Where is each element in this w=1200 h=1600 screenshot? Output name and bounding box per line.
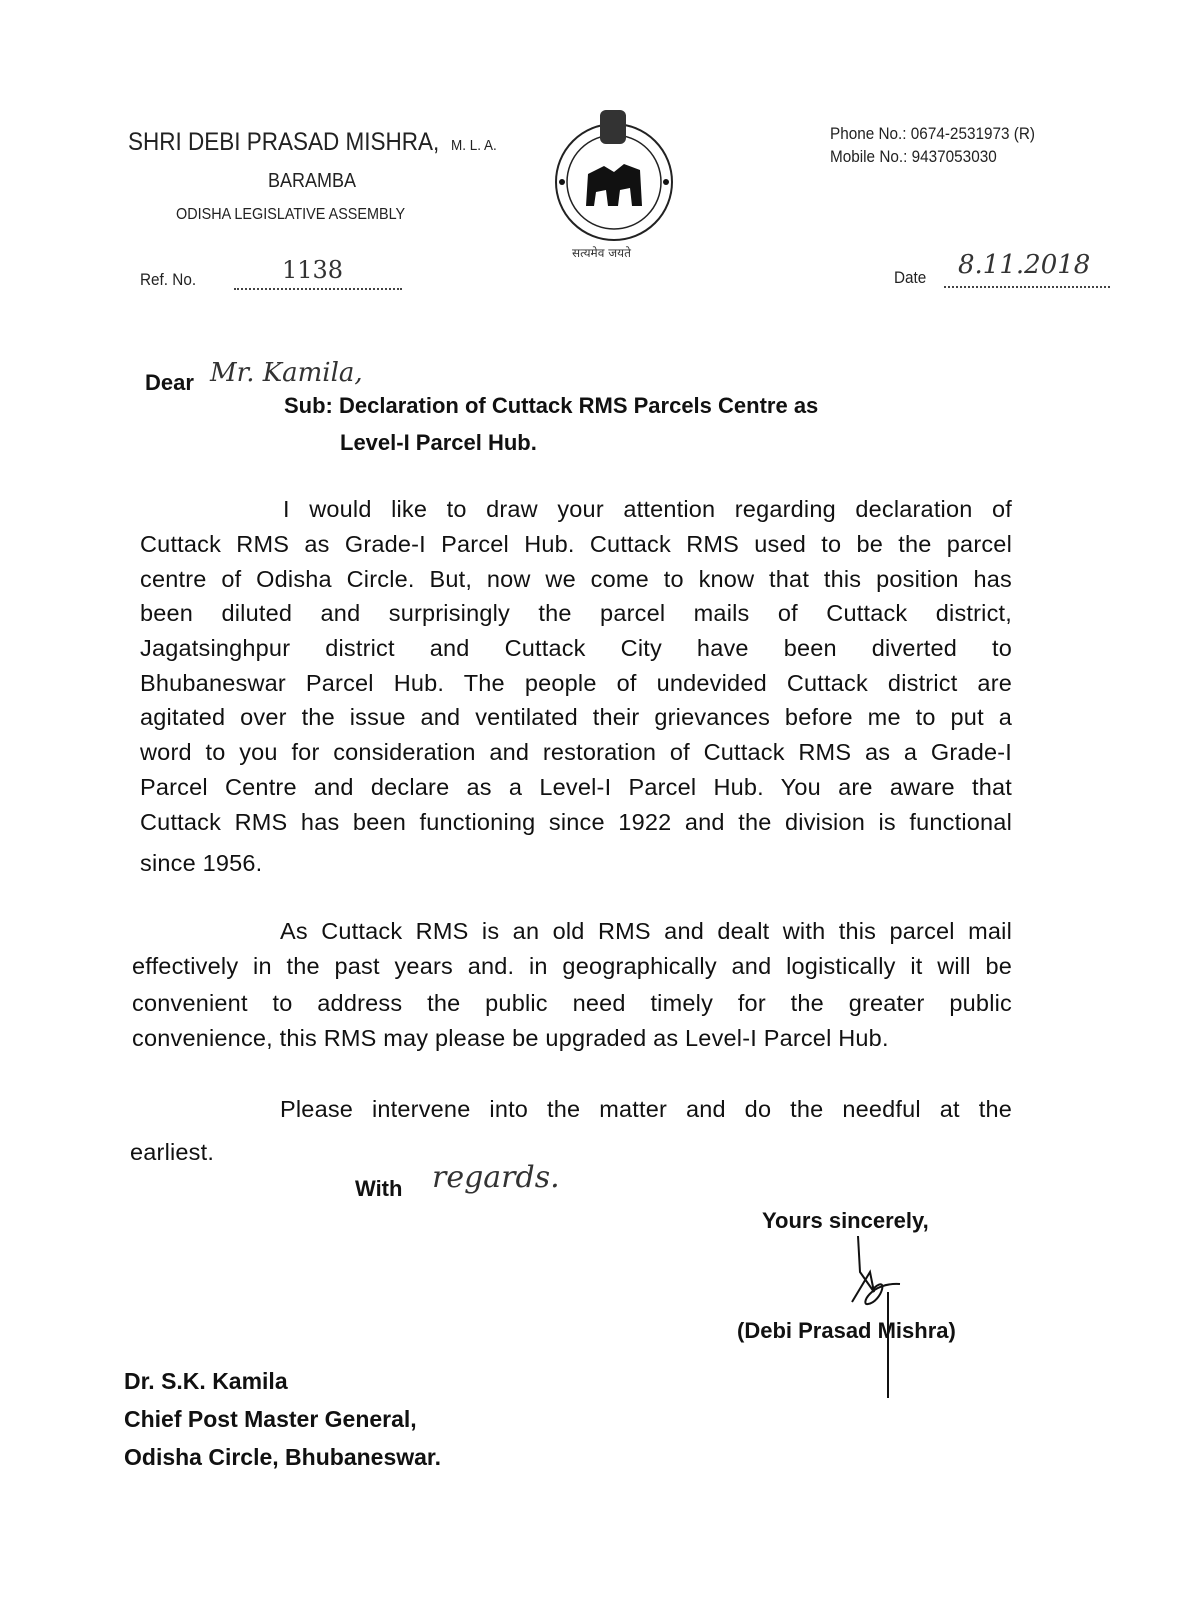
closing-regards: regards. bbox=[432, 1160, 560, 1195]
constituency: BARAMBA bbox=[268, 170, 357, 192]
ref-number: 1138 bbox=[282, 256, 344, 284]
ref-dotted-line bbox=[234, 284, 402, 290]
signer-name: (Debi Prasad Mishra) bbox=[737, 1318, 956, 1343]
salutation-name: Mr. Kamila, bbox=[210, 358, 363, 388]
sender-name-text: SHRI DEBI PRASAD MISHRA, bbox=[128, 128, 440, 156]
body-line: I would like to draw your attention regarding declaration of bbox=[283, 496, 1012, 522]
assembly: ODISHA LEGISLATIVE ASSEMBLY bbox=[176, 206, 406, 223]
yours-sincerely: Yours sincerely, bbox=[762, 1208, 929, 1233]
closing-with: With bbox=[355, 1176, 403, 1201]
phone-number: Phone No.: 0674-2531973 (R) bbox=[830, 124, 1035, 143]
recipient-office: Odisha Circle, Bhubaneswar. bbox=[124, 1444, 441, 1470]
body-line: earliest. bbox=[130, 1139, 215, 1165]
sender-name bbox=[128, 128, 497, 157]
body-line: Please intervene into the matter and do the needful at the bbox=[280, 1096, 1012, 1122]
recipient-title: Chief Post Master General, bbox=[124, 1406, 417, 1432]
odisha-emblem bbox=[548, 108, 680, 243]
body-line: agitated over the issue and ventilated their grievances before me to put a bbox=[140, 704, 1012, 730]
body-line: convenience, this RMS may please be upgraded as Level-I Parcel Hub. bbox=[132, 1025, 889, 1051]
subject-text-1: Declaration of Cuttack RMS Parcels Centre as bbox=[339, 393, 819, 418]
body-line: Parcel Centre and declare as a Level-I Parcel Hub. You are aware that bbox=[140, 774, 1012, 800]
emblem-motto: सत्यमेव जयते bbox=[572, 246, 631, 260]
body-line: As Cuttack RMS is an old RMS and dealt with this parcel mail bbox=[280, 918, 1012, 944]
date-dotted-line bbox=[944, 282, 1110, 288]
body-line: since 1956. bbox=[140, 850, 263, 876]
body-line: effectively in the past years and. in geographically and logistically it will be bbox=[132, 953, 1012, 979]
body-line: Jagatsinghpur district and Cuttack City have been diverted to bbox=[140, 635, 1012, 661]
subject-line-1 bbox=[284, 393, 818, 419]
body-line: Bhubaneswar Parcel Hub. The people of undevided Cuttack district are bbox=[140, 670, 1012, 696]
salutation-dear: Dear bbox=[145, 370, 194, 395]
subject-line-2: Level-I Parcel Hub. bbox=[340, 430, 537, 455]
body-line: centre of Odisha Circle. But, now we come to know that this position has bbox=[140, 566, 1012, 592]
body-line: Cuttack RMS as Grade-I Parcel Hub. Cuttack RMS used to be the parcel bbox=[140, 531, 1012, 557]
body-line: been diluted and surprisingly the parcel mails of Cuttack district, bbox=[140, 600, 1012, 626]
subject-label: Sub: bbox=[284, 393, 333, 418]
body-line: convenient to address the public need timely for the greater public bbox=[132, 990, 1012, 1016]
date-value: 8.11.2018 bbox=[958, 250, 1091, 280]
date-label: Date bbox=[894, 268, 927, 287]
body-line: Cuttack RMS has been functioning since 1922 and the division is functional bbox=[140, 809, 1012, 835]
ref-label: Ref. No. bbox=[140, 270, 197, 289]
recipient-name: Dr. S.K. Kamila bbox=[124, 1368, 288, 1394]
designation: M. L. A. bbox=[450, 137, 497, 154]
recipient-address bbox=[124, 1362, 441, 1476]
mobile-number: Mobile No.: 9437053030 bbox=[830, 147, 997, 166]
body-line: word to you for consideration and restoration of Cuttack RMS as a Grade-I bbox=[140, 739, 1012, 765]
